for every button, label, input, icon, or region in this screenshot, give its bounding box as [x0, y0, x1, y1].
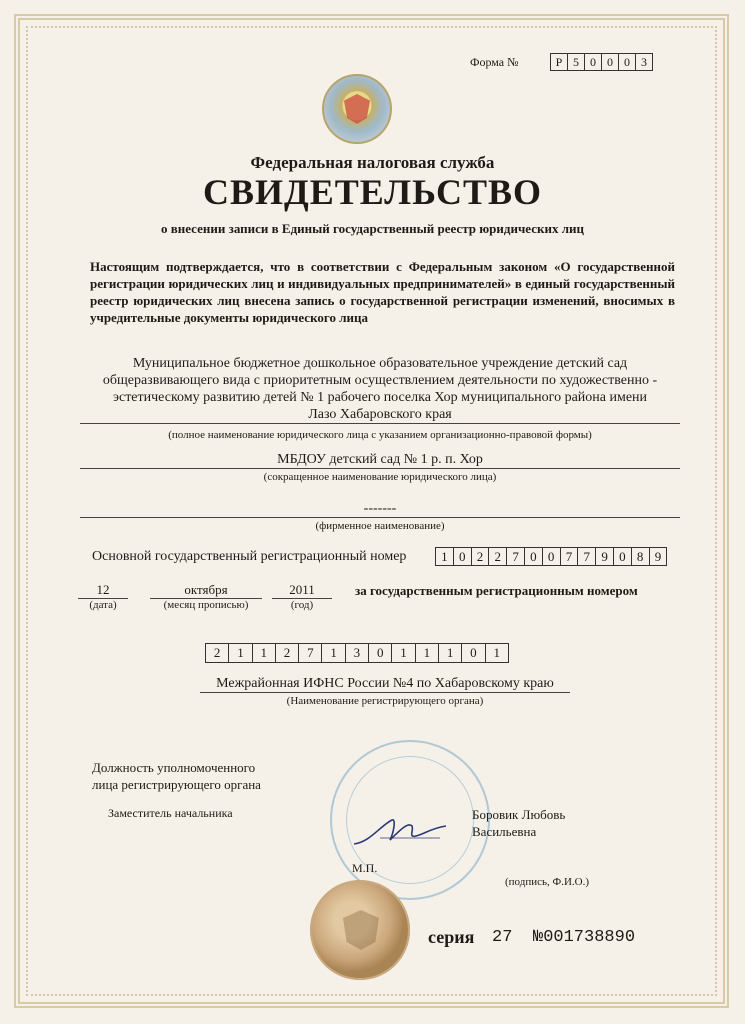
- grn-digit: 0: [368, 643, 391, 663]
- authority-block: [200, 676, 570, 707]
- ogrn-digit: 7: [560, 547, 578, 566]
- underline: [80, 517, 680, 518]
- coat-of-arms-icon: [344, 94, 370, 124]
- grn-digit: 1: [438, 643, 461, 663]
- confirmation-text: Настоящим подтверждается, что в соответствии с Федеральным законом «О государственной регистрации юридических лиц и индивидуальных предпринимателей» в единый государственный реестр юридических лиц внесена запись о государственной регистрации изменений, вносимых в учредительные документы юридического лица: [90, 259, 675, 325]
- agency-name: Федеральная налоговая служба: [250, 153, 495, 172]
- series-number: 27: [492, 928, 513, 947]
- grn-digit: 1: [415, 643, 438, 663]
- date-year-caption: (год): [290, 599, 314, 611]
- ogrn-digit: 0: [453, 547, 471, 566]
- short-name-caption: (сокращенное наименование юридического лица): [263, 471, 497, 483]
- series-code: №001738890: [533, 928, 636, 947]
- series-label: серия: [428, 927, 475, 947]
- underline: [80, 468, 680, 469]
- date-month-caption: (месяц прописью): [163, 599, 249, 611]
- handwritten-signature: [350, 812, 450, 852]
- full-name-block: [80, 355, 680, 444]
- firm-name-value: -------: [363, 501, 397, 516]
- position-title: [92, 759, 261, 793]
- position-line: лица регистрирующего органа: [92, 777, 261, 792]
- grn-digit: 1: [391, 643, 414, 663]
- underline: [80, 423, 680, 424]
- form-code-cell: 0: [584, 53, 601, 71]
- ogrn-digit: 0: [542, 547, 560, 566]
- form-code-cell: 3: [635, 53, 653, 71]
- ogrn-digit: 9: [649, 547, 668, 566]
- authority-name: Межрайонная ИФНС России №4 по Хабаровскому краю: [216, 676, 554, 691]
- registration-number-label: за государственным регистрационным номером: [355, 583, 638, 598]
- embossed-seal: [310, 880, 410, 980]
- ogrn-digit: 2: [488, 547, 506, 566]
- signatory-name-line: Боровик Любовь: [472, 807, 566, 822]
- grn-digit: 1: [321, 643, 344, 663]
- grn-digit: 2: [275, 643, 298, 663]
- date-year: 2011: [289, 582, 315, 597]
- full-name-line: Лазо Хабаровского края: [308, 407, 452, 422]
- date-month-block: [150, 582, 262, 611]
- grn-digit: 1: [252, 643, 275, 663]
- signatory-name-line: Васильевна: [472, 824, 537, 839]
- full-name-line: общеразвивающего вида с приоритетным осуществлением деятельности по художественно -: [102, 373, 658, 388]
- seal-place-label: М.П.: [352, 861, 378, 875]
- date-month: октября: [184, 582, 228, 597]
- form-code-cell: Р: [550, 53, 567, 71]
- full-name-caption: (полное наименование юридического лица с указанием организационно-правовой формы): [168, 429, 592, 441]
- position-line: Должность уполномоченного: [92, 760, 256, 775]
- grn-digit: 0: [461, 643, 484, 663]
- date-day: 12: [96, 582, 110, 597]
- firm-name-caption: (фирменное наименование): [315, 520, 445, 532]
- ogrn-digit: 8: [631, 547, 649, 566]
- ogrn-digit: 0: [613, 547, 631, 566]
- seal-emblem-icon: [343, 910, 379, 950]
- firm-name-block: [80, 501, 680, 532]
- underline: [200, 692, 570, 693]
- ogrn-digit: 7: [577, 547, 595, 566]
- signatory-name: [472, 806, 565, 840]
- grn-digit: 1: [485, 643, 509, 663]
- signatory-position: Заместитель начальника: [108, 806, 233, 820]
- form-code-cells: [550, 53, 653, 71]
- grn-digit: 2: [205, 643, 228, 663]
- authority-caption: (Наименование регистрирующего органа): [286, 695, 484, 707]
- signature-caption: (подпись, Ф.И.О.): [505, 876, 589, 888]
- short-name-block: [80, 452, 680, 483]
- form-code-cell: 0: [618, 53, 635, 71]
- hologram-emblem-icon: [322, 74, 392, 144]
- grn-digit: 1: [228, 643, 251, 663]
- short-name-value: МБДОУ детский сад № 1 р. п. Хор: [277, 452, 483, 467]
- document-title: СВИДЕТЕЛЬСТВО: [202, 172, 543, 212]
- date-day-block: [78, 582, 128, 611]
- form-label: Форма №: [470, 55, 519, 69]
- ogrn-digit: 1: [435, 547, 453, 566]
- ogrn-cells: [435, 547, 667, 566]
- ogrn-digit: 0: [524, 547, 542, 566]
- ogrn-digit: 2: [471, 547, 489, 566]
- ogrn-digit: 7: [506, 547, 524, 566]
- grn-cells: [205, 643, 509, 663]
- full-name-line: Муниципальное бюджетное дошкольное образовательное учреждение детский сад: [132, 356, 628, 371]
- form-code-cell: 0: [601, 53, 618, 71]
- date-day-caption: (дата): [89, 599, 117, 611]
- date-year-block: [272, 582, 332, 611]
- document-subtitle: о внесении записи в Единый государственный реестр юридических лиц: [160, 221, 584, 236]
- ogrn-digit: 9: [595, 547, 613, 566]
- grn-digit: 7: [298, 643, 321, 663]
- full-name-line: эстетическому развитию детей № 1 рабочего поселка Хор муниципального района имени: [112, 390, 648, 405]
- form-code-cell: 5: [567, 53, 584, 71]
- grn-digit: 3: [345, 643, 368, 663]
- ogrn-label: Основной государственный регистрационный номер: [92, 549, 407, 564]
